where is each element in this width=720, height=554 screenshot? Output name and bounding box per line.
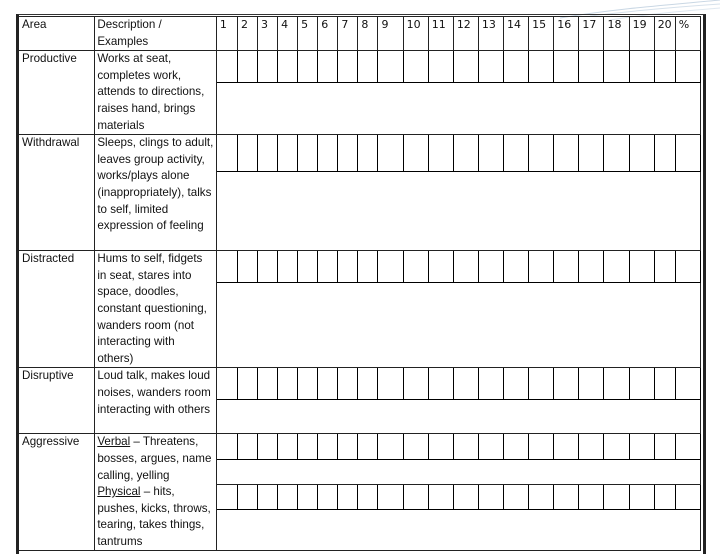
tally-cell[interactable] — [378, 251, 403, 283]
percent-cell[interactable] — [675, 135, 700, 172]
table-row — [19, 135, 701, 172]
header-col-16: 16 — [554, 17, 579, 51]
tally-cell[interactable] — [579, 484, 604, 509]
area-aggressive: Aggressive — [19, 434, 95, 551]
tally-cell[interactable] — [358, 51, 378, 83]
tally-cell[interactable] — [504, 251, 529, 283]
tally-cell[interactable] — [338, 135, 358, 172]
tally-cell[interactable] — [529, 251, 554, 283]
tally-cell[interactable] — [604, 368, 629, 400]
tally-cell[interactable] — [403, 135, 428, 172]
area-disruptive: Disruptive — [19, 368, 95, 434]
tally-cell[interactable] — [478, 135, 503, 172]
tally-cell[interactable] — [478, 51, 503, 83]
tally-cell[interactable] — [216, 484, 237, 509]
tally-cell[interactable] — [216, 368, 237, 400]
tally-cell[interactable] — [237, 484, 257, 509]
tally-cell[interactable] — [529, 484, 554, 509]
header-col-3: 3 — [258, 17, 278, 51]
physical-text: – hits, pushes, kicks, throws, tearing, takes things, tantrums — [97, 485, 211, 548]
tally-cell[interactable] — [278, 135, 298, 172]
tally-cell[interactable] — [216, 135, 237, 172]
tally-cell[interactable] — [579, 434, 604, 460]
tally-cell[interactable] — [216, 434, 237, 460]
tally-cell[interactable] — [478, 484, 503, 509]
tally-cell[interactable] — [428, 51, 453, 83]
tally-cell[interactable] — [504, 368, 529, 400]
tally-cell[interactable] — [504, 434, 529, 460]
row-gap — [216, 172, 700, 251]
tally-cell[interactable] — [604, 51, 629, 83]
row-gap — [216, 460, 700, 484]
header-description: Description / Examples — [95, 17, 217, 51]
tally-cell[interactable] — [504, 51, 529, 83]
header-col-percent: % — [675, 17, 700, 51]
description-disruptive: Loud talk, makes loud noises, wanders room interacting with others — [95, 368, 217, 434]
tally-cell[interactable] — [378, 135, 403, 172]
percent-cell[interactable] — [675, 368, 700, 400]
header-area: Area — [19, 17, 95, 51]
tally-cell[interactable] — [403, 368, 428, 400]
tally-cell[interactable] — [579, 135, 604, 172]
header-col-1: 1 — [216, 17, 237, 51]
tally-cell[interactable] — [338, 51, 358, 83]
tally-cell[interactable] — [216, 51, 237, 83]
table-row — [19, 368, 701, 400]
tally-cell[interactable] — [318, 135, 338, 172]
description-aggressive — [95, 434, 217, 551]
tally-cell[interactable] — [318, 434, 338, 460]
tally-cell[interactable] — [453, 484, 478, 509]
header-col-10: 10 — [403, 17, 428, 51]
tally-cell[interactable] — [604, 135, 629, 172]
tally-cell[interactable] — [629, 251, 654, 283]
tally-cell[interactable] — [278, 251, 298, 283]
tally-cell[interactable] — [428, 484, 453, 509]
tally-cell[interactable] — [237, 251, 257, 283]
table-row — [19, 51, 701, 83]
tally-cell[interactable] — [278, 368, 298, 400]
tally-cell[interactable] — [237, 368, 257, 400]
tally-cell[interactable] — [278, 484, 298, 509]
tally-cell[interactable] — [428, 135, 453, 172]
tally-cell[interactable] — [654, 251, 675, 283]
tally-cell[interactable] — [453, 135, 478, 172]
tally-cell[interactable] — [298, 368, 318, 400]
tally-cell[interactable] — [629, 135, 654, 172]
tally-cell[interactable] — [554, 368, 579, 400]
verbal-label: Verbal — [97, 435, 131, 449]
tally-cell[interactable] — [428, 434, 453, 460]
tally-cell[interactable] — [358, 484, 378, 509]
tally-cell[interactable] — [403, 251, 428, 283]
tally-cell[interactable] — [378, 434, 403, 460]
tally-cell[interactable] — [654, 484, 675, 509]
header-col-6: 6 — [318, 17, 338, 51]
area-withdrawal: Withdrawal — [19, 135, 95, 251]
verbal-text: – Threatens, bosses, argues, name calling, yelling — [97, 435, 212, 482]
tally-cell[interactable] — [654, 368, 675, 400]
tally-cell[interactable] — [453, 434, 478, 460]
header-col-11: 11 — [428, 17, 453, 51]
tally-cell[interactable] — [504, 484, 529, 509]
tally-cell[interactable] — [338, 251, 358, 283]
tally-cell[interactable] — [298, 51, 318, 83]
tally-cell[interactable] — [478, 251, 503, 283]
description-distracted: Hums to self, fidgets in seat, stares into space, doodles, constant questioning, wanders room (not interacting with others) — [95, 251, 217, 368]
table-row — [19, 251, 701, 283]
tally-cell[interactable] — [629, 368, 654, 400]
tally-cell[interactable] — [654, 135, 675, 172]
tally-cell[interactable] — [529, 135, 554, 172]
header-col-5: 5 — [298, 17, 318, 51]
tally-cell[interactable] — [403, 51, 428, 83]
tally-cell[interactable] — [237, 135, 257, 172]
tally-cell[interactable] — [629, 51, 654, 83]
row-gap — [216, 509, 700, 551]
tally-cell[interactable] — [478, 368, 503, 400]
header-col-14: 14 — [504, 17, 529, 51]
percent-cell[interactable] — [675, 484, 700, 509]
header-col-19: 19 — [629, 17, 654, 51]
tally-cell[interactable] — [318, 51, 338, 83]
tally-cell[interactable] — [298, 484, 318, 509]
tally-cell[interactable] — [237, 434, 257, 460]
tally-cell[interactable] — [453, 251, 478, 283]
tally-cell[interactable] — [579, 51, 604, 83]
tally-cell[interactable] — [378, 51, 403, 83]
tally-cell[interactable] — [579, 368, 604, 400]
tally-cell[interactable] — [358, 368, 378, 400]
header-col-8: 8 — [358, 17, 378, 51]
tally-cell[interactable] — [298, 135, 318, 172]
tally-cell[interactable] — [453, 51, 478, 83]
tally-cell[interactable] — [554, 135, 579, 172]
tally-cell[interactable] — [258, 51, 278, 83]
tally-cell[interactable] — [338, 484, 358, 509]
table-row — [19, 434, 701, 460]
header-col-13: 13 — [478, 17, 503, 51]
header-col-15: 15 — [529, 17, 554, 51]
tally-cell[interactable] — [654, 51, 675, 83]
tally-cell[interactable] — [629, 484, 654, 509]
tally-cell[interactable] — [298, 251, 318, 283]
tally-cell[interactable] — [338, 434, 358, 460]
tally-cell[interactable] — [403, 484, 428, 509]
tally-cell[interactable] — [554, 434, 579, 460]
tally-cell[interactable] — [338, 368, 358, 400]
tally-cell[interactable] — [278, 434, 298, 460]
tally-cell[interactable] — [554, 251, 579, 283]
tally-cell[interactable] — [478, 434, 503, 460]
area-distracted: Distracted — [19, 251, 95, 368]
header-row — [19, 17, 701, 51]
header-col-18: 18 — [604, 17, 629, 51]
tally-cell[interactable] — [318, 368, 338, 400]
behavior-observation-table — [18, 16, 701, 551]
tally-cell[interactable] — [216, 251, 237, 283]
tally-cell[interactable] — [504, 135, 529, 172]
tally-cell[interactable] — [604, 434, 629, 460]
tally-cell[interactable] — [604, 484, 629, 509]
tally-cell[interactable] — [237, 51, 257, 83]
tally-cell[interactable] — [654, 434, 675, 460]
percent-cell[interactable] — [675, 251, 700, 283]
tally-cell[interactable] — [453, 368, 478, 400]
tally-cell[interactable] — [428, 368, 453, 400]
tally-cell[interactable] — [258, 434, 278, 460]
header-col-20: 20 — [654, 17, 675, 51]
tally-cell[interactable] — [318, 484, 338, 509]
tally-cell[interactable] — [358, 251, 378, 283]
header-col-2: 2 — [237, 17, 257, 51]
tally-cell[interactable] — [318, 251, 338, 283]
area-productive: Productive — [19, 51, 95, 135]
header-col-17: 17 — [579, 17, 604, 51]
percent-cell[interactable] — [675, 51, 700, 83]
tally-cell[interactable] — [258, 135, 278, 172]
header-col-9: 9 — [378, 17, 403, 51]
row-gap — [216, 400, 700, 434]
tally-cell[interactable] — [529, 368, 554, 400]
tally-cell[interactable] — [529, 434, 554, 460]
tally-cell[interactable] — [298, 434, 318, 460]
header-col-4: 4 — [278, 17, 298, 51]
tally-cell[interactable] — [428, 251, 453, 283]
tally-cell[interactable] — [529, 51, 554, 83]
tally-cell[interactable] — [378, 368, 403, 400]
header-col-12: 12 — [453, 17, 478, 51]
tally-cell[interactable] — [554, 51, 579, 83]
tally-cell[interactable] — [579, 251, 604, 283]
tally-cell[interactable] — [258, 484, 278, 509]
percent-cell[interactable] — [675, 434, 700, 460]
tally-cell[interactable] — [278, 51, 298, 83]
tally-cell[interactable] — [629, 434, 654, 460]
tally-cell[interactable] — [358, 135, 378, 172]
tally-cell[interactable] — [258, 251, 278, 283]
tally-cell[interactable] — [378, 484, 403, 509]
tally-cell[interactable] — [258, 368, 278, 400]
description-productive: Works at seat, completes work, attends to directions, raises hand, brings materials — [95, 51, 217, 135]
tally-cell[interactable] — [403, 434, 428, 460]
header-col-7: 7 — [338, 17, 358, 51]
row-gap — [216, 283, 700, 368]
description-withdrawal: Sleeps, clings to adult, leaves group activity, works/plays alone (inappropriately), talks to self, limited expression of feeling — [95, 135, 217, 251]
tally-cell[interactable] — [554, 484, 579, 509]
tally-cell[interactable] — [604, 251, 629, 283]
row-gap — [216, 83, 700, 135]
tally-cell[interactable] — [358, 434, 378, 460]
physical-label: Physical — [97, 485, 141, 499]
